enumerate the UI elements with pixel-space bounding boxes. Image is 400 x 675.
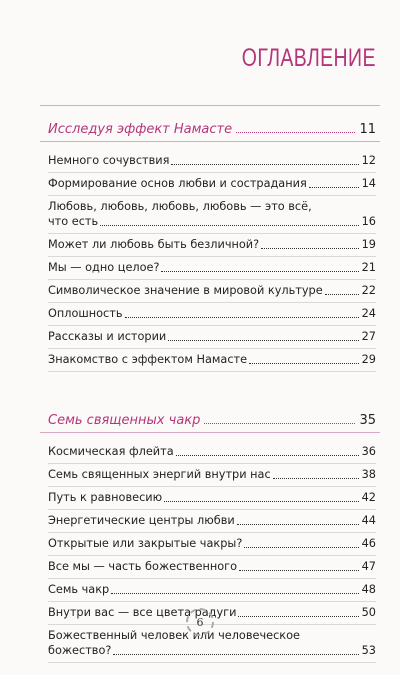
dot-leader <box>100 225 358 226</box>
section-page: 35 <box>359 413 376 428</box>
entry-page: 16 <box>361 215 376 228</box>
entry-page: 19 <box>361 238 376 251</box>
entry-title: Рассказы и истории <box>48 330 167 343</box>
dot-leader <box>176 455 359 456</box>
toc-entry[interactable] <box>48 196 376 234</box>
entry-title-line2: что есть <box>48 215 99 228</box>
entry-page: 36 <box>361 445 376 458</box>
dot-leader <box>111 593 358 594</box>
entry-page: 42 <box>361 491 376 504</box>
entry-title: Символическое значение в мировой культуре <box>48 284 323 297</box>
toc-entry[interactable] <box>48 510 376 533</box>
entry-title: Энергетические центры любви <box>48 514 235 527</box>
entry-page: 21 <box>361 261 376 274</box>
dot-leader <box>204 423 355 424</box>
toc-entry[interactable] <box>48 556 376 579</box>
section-heading[interactable] <box>48 406 376 428</box>
entry-title: Путь к равновесию <box>48 491 163 504</box>
section-rule <box>40 141 380 142</box>
dot-leader <box>239 570 359 571</box>
entry-page: 27 <box>361 330 376 343</box>
toc-entry[interactable] <box>48 173 376 196</box>
entry-title: Все мы — часть божественного <box>48 560 237 573</box>
dot-leader <box>113 654 358 655</box>
dot-leader <box>236 132 355 133</box>
toc-entry[interactable] <box>48 150 376 173</box>
dot-leader <box>125 317 359 318</box>
toc-entry[interactable] <box>48 349 376 372</box>
dot-leader <box>161 271 358 272</box>
toc-entry[interactable] <box>48 326 376 349</box>
entry-title: Знакомство с эффектом Намасте <box>48 353 248 366</box>
entry-title: Немного сочувствия <box>48 154 170 167</box>
entry-title: Открытые или закрытые чакры? <box>48 537 243 550</box>
section-spacer <box>48 384 376 406</box>
toc-entry[interactable] <box>48 257 376 280</box>
entry-page: 38 <box>361 468 376 481</box>
entry-title: Семь чакр <box>48 583 110 596</box>
section-title: Семь священных чакр <box>48 413 201 428</box>
dot-leader <box>325 294 359 295</box>
entry-page: 50 <box>361 606 376 619</box>
entry-page: 29 <box>361 353 376 366</box>
entry-title: Формирование основ любви и сострадания <box>48 177 307 190</box>
toc-section <box>48 115 376 372</box>
toc-entry[interactable] <box>48 579 376 602</box>
entry-page: 14 <box>361 177 376 190</box>
dot-leader <box>309 187 359 188</box>
section-page: 11 <box>359 122 376 137</box>
toc-entry[interactable] <box>48 487 376 510</box>
toc-entry[interactable] <box>48 533 376 556</box>
section-rule <box>40 432 380 433</box>
toc-entry[interactable] <box>48 441 376 464</box>
dot-leader <box>168 340 358 341</box>
table-of-contents <box>48 115 376 675</box>
entry-page: 53 <box>361 644 376 657</box>
dot-leader <box>238 616 358 617</box>
dot-leader <box>244 547 358 548</box>
entry-title-line1: Любовь, любовь, любовь, любовь — это всё, <box>48 200 312 213</box>
entry-title: Мы — одно целое? <box>48 261 160 274</box>
entry-title: Семь священных энергий внутри нас <box>48 468 271 481</box>
entry-title: Оплошность <box>48 307 123 320</box>
entry-page: 47 <box>361 560 376 573</box>
dot-leader <box>273 478 359 479</box>
dot-leader <box>261 248 358 249</box>
dot-leader <box>237 524 359 525</box>
entry-page: 24 <box>361 307 376 320</box>
section-heading[interactable] <box>48 115 376 137</box>
dot-leader <box>164 501 358 502</box>
toc-entry[interactable] <box>48 464 376 487</box>
toc-entry[interactable] <box>48 280 376 303</box>
entry-title-line2: божество? <box>48 644 112 657</box>
entry-page: 46 <box>361 537 376 550</box>
entry-title: Внутри вас — все цвета радуги <box>48 606 237 619</box>
dot-leader <box>171 164 358 165</box>
entry-page: 22 <box>361 284 376 297</box>
toc-entry[interactable] <box>48 303 376 326</box>
entry-page: 12 <box>361 154 376 167</box>
page-title: ОГЛАВЛЕНИЕ <box>241 44 376 72</box>
dot-leader <box>249 363 359 364</box>
toc-entry[interactable] <box>48 625 376 663</box>
entry-page: 44 <box>361 514 376 527</box>
section-title: Исследуя эффект Намасте <box>48 122 233 137</box>
page-number: 6 <box>186 608 214 636</box>
entry-title-line1: Божественный человек или человеческое <box>48 629 300 642</box>
entry-title: Космическая флейта <box>48 445 174 458</box>
entry-title: Может ли любовь быть безличной? <box>48 238 260 251</box>
entry-page: 48 <box>361 583 376 596</box>
toc-entry[interactable] <box>48 234 376 257</box>
title-rule <box>40 105 380 106</box>
